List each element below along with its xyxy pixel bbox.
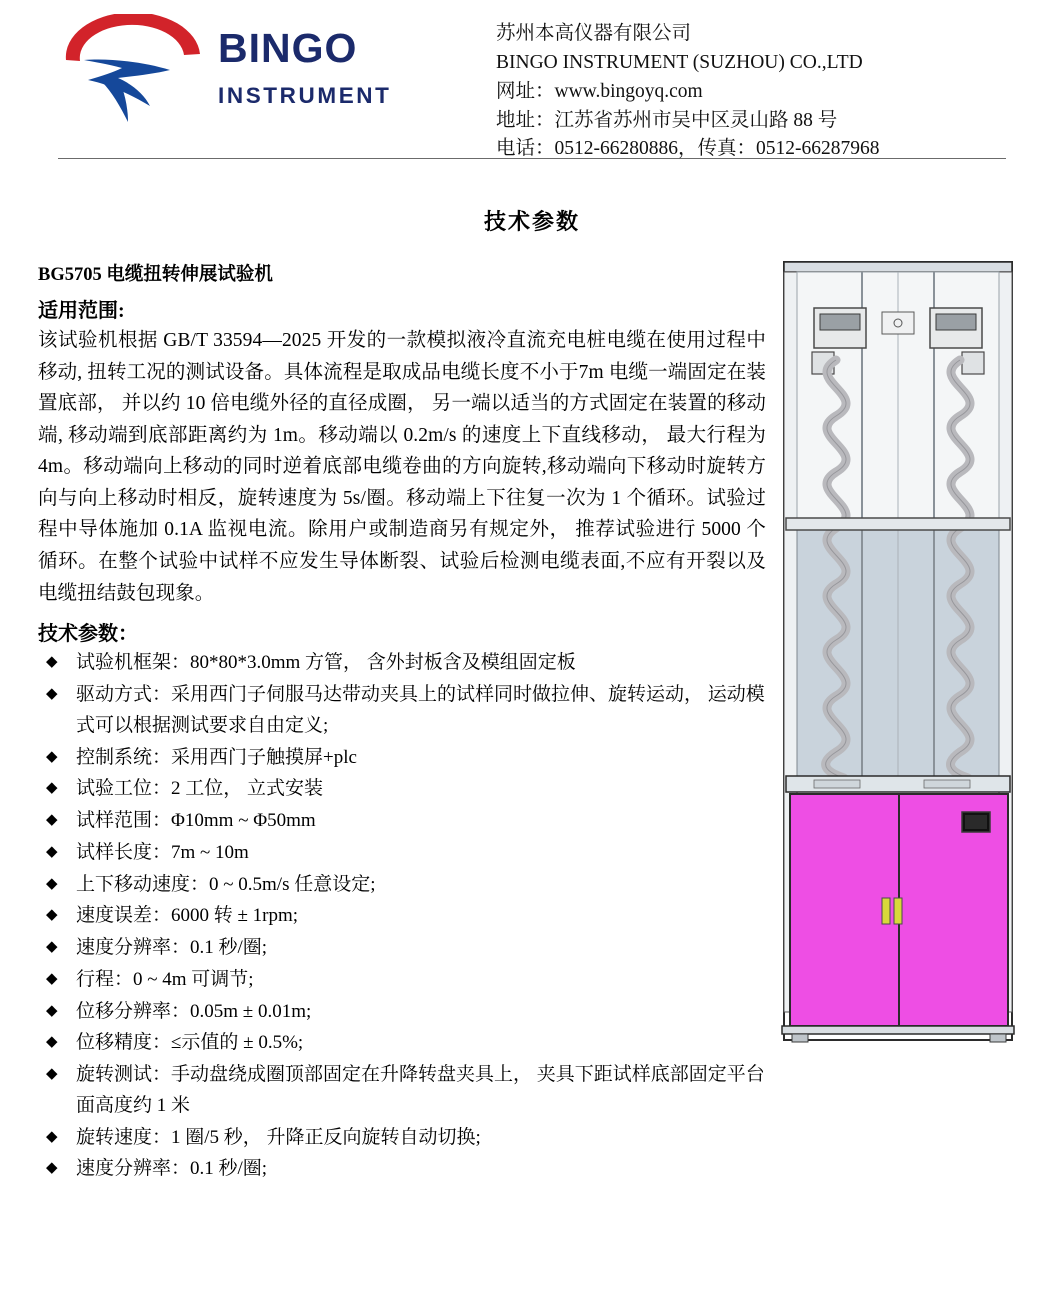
spec-text: 试样长度：7m ~ 10m [76, 841, 249, 863]
spec-text: 速度分辨率：0.1 秒/圈; [76, 1158, 268, 1180]
spec-text: 旋转速度：1 圈/5 秒， 升降正反向旋转自动切换; [76, 1126, 481, 1148]
bullet-icon: ◆ [46, 812, 58, 829]
specs-heading: 技术参数： [38, 623, 138, 646]
list-item [38, 965, 766, 996]
bingo-logo-icon [58, 14, 208, 126]
product-model: BG5705 电缆扭转伸展试验机 [38, 265, 273, 285]
page-header [36, 0, 1028, 160]
bullet-icon: ◆ [46, 939, 58, 956]
company-address: 地址：江苏省苏州市吴中区灵山路 88 号 [496, 109, 838, 131]
spec-text: 试验工位：2 工位， 立式安装 [76, 778, 324, 800]
spec-text: 上下移动速度：0 ~ 0.5m/s 任意设定; [76, 873, 376, 895]
bullet-icon: ◆ [46, 1066, 58, 1083]
bullet-icon: ◆ [46, 1160, 58, 1177]
spec-list [38, 648, 766, 1185]
text-column [36, 250, 766, 1185]
page-title: 技术参数 [483, 209, 580, 234]
list-item [38, 838, 766, 869]
list-item [38, 1028, 766, 1059]
list-item [38, 997, 766, 1028]
spec-text: 旋转测试：手动盘绕成圈顶部固定在升降转盘夹具上， 夹具下距试样底部固定平台面高度约 1 米 [76, 1064, 765, 1116]
list-item [38, 870, 766, 901]
company-logo [36, 14, 486, 126]
spec-text: 驱动方式：采用西门子伺服马达带动夹具上的试样同时做拉伸、旋转运动， 运动模式可以根据测试要求自由定义; [76, 683, 765, 736]
bullet-icon: ◆ [46, 780, 58, 797]
bullet-icon: ◆ [46, 685, 58, 702]
logo-brand-text: BINGO [218, 25, 358, 71]
spec-text: 控制系统：采用西门子触摸屏+plc [76, 746, 357, 768]
spec-text: 行程：0 ~ 4m 可调节; [76, 968, 254, 990]
bullet-icon: ◆ [46, 875, 58, 892]
bullet-icon: ◆ [46, 970, 58, 987]
list-item [38, 774, 766, 805]
list-item [38, 1123, 766, 1154]
machine-illustration [774, 256, 1024, 1036]
illustration-column [766, 250, 1028, 1185]
spec-text: 位移分辨率：0.05m ± 0.01m; [76, 1000, 312, 1022]
bullet-icon: ◆ [46, 654, 58, 671]
spec-text: 速度误差：6000 转 ± 1rpm; [76, 905, 299, 927]
logo-sub-text: INSTRUMENT [218, 83, 392, 108]
spec-text: 位移精度：≤示值的 ± 0.5%; [76, 1032, 304, 1054]
list-item [38, 648, 766, 679]
document-body [36, 250, 1028, 1185]
list-item [38, 933, 766, 964]
list-item [38, 1154, 766, 1185]
list-item [38, 743, 766, 774]
company-info [486, 14, 880, 164]
bullet-icon: ◆ [46, 748, 58, 765]
spec-text: 试验机框架：80*80*3.0mm 方管， 含外封板含及模组固定板 [76, 652, 576, 674]
spec-text: 试样范围：Φ10mm ~ Φ50mm [76, 810, 316, 832]
company-name-en: BINGO INSTRUMENT (SUZHOU) CO.,LTD [496, 51, 863, 73]
list-item [38, 806, 766, 837]
bullet-icon: ◆ [46, 907, 58, 924]
bullet-icon: ◆ [46, 1128, 58, 1145]
scope-heading: 适用范围: [38, 300, 125, 322]
company-website: 网址：www.bingoyq.com [496, 80, 703, 102]
company-phone: 电话：0512-66280886，传真：0512-66287968 [496, 138, 880, 160]
spec-text: 速度分辨率：0.1 秒/圈; [76, 937, 268, 959]
bullet-icon: ◆ [46, 843, 58, 860]
logo-wordmark [208, 14, 392, 109]
scope-paragraph: 该试验机根据 GB/T 33594—2025 开发的一款模拟液冷直流充电桩电缆在使用过程中移动, 扭转工况的测试设备。具体流程是取成品电缆长度不小于7m 电缆一端固定在装置底部， 并以约 10 倍电缆外径的直径成圈， 另一端以适当的方式固定在装置的移动端, 移动端到底部距离约为 1m。移动端以 0.2m/s 的速度上下直线移动， 最大行程为 4m。移动端向上移动的同时逆着底部电缆卷曲的方向旋转,移动端向下移动时旋转方向与向上移动时相反，旋转速度为 5s/圈。移动端上下往复一次为 1 个循环。试验过程中导体施加 0.1A 监视电流。除用户或制造商另有规定外， 推荐试验进行 5000 个循环。在整个试验中试样不应发生导体断裂、试验后检测电缆表面,不应有开裂以及电缆扭结鼓包现象。 [38, 330, 766, 604]
company-name-cn: 苏州本高仪器有限公司 [496, 23, 692, 44]
list-item [38, 901, 766, 932]
list-item [38, 1060, 766, 1122]
bullet-icon: ◆ [46, 1034, 58, 1051]
bullet-icon: ◆ [46, 1002, 58, 1019]
list-item [38, 680, 766, 742]
